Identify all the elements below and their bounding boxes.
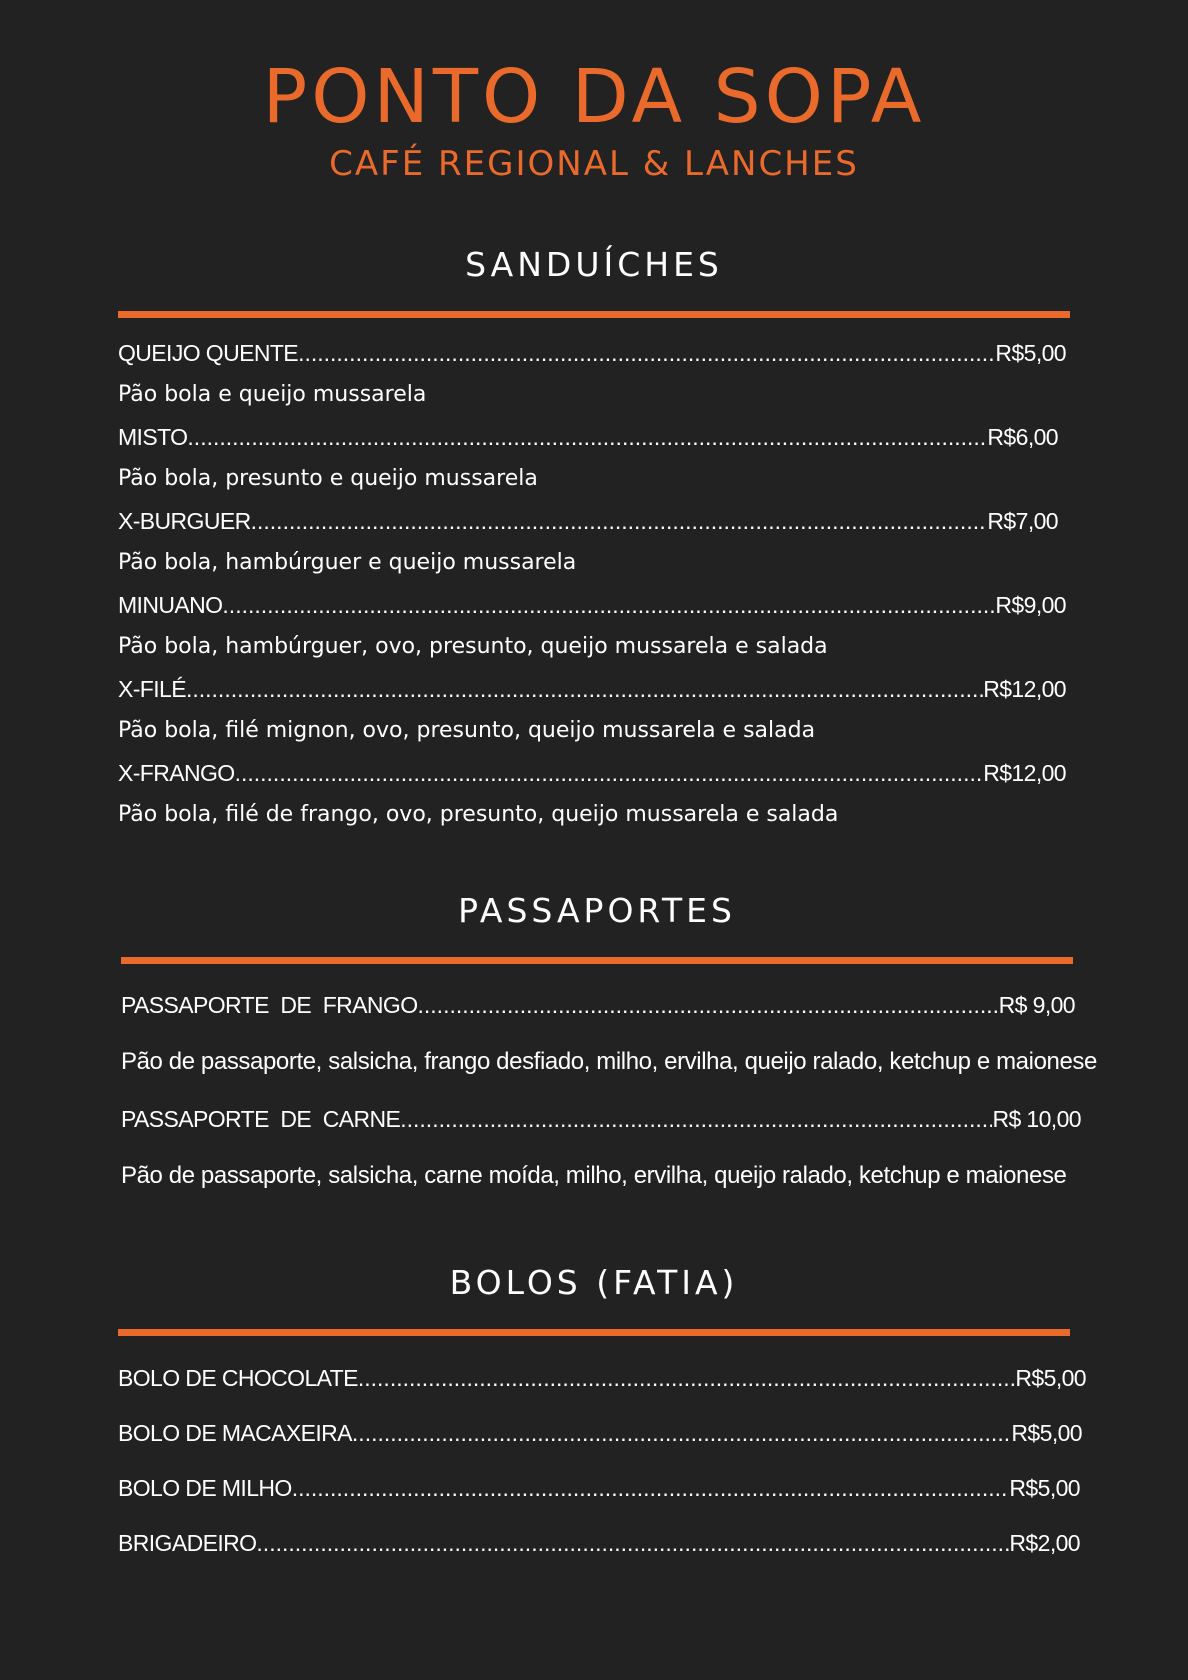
item-name: BOLO DE MACAXEIRA [118,1420,352,1446]
dot-leader [352,1406,1012,1461]
menu-items [121,982,1097,1210]
item-price: R$ 9,00 [998,992,1075,1018]
item-price: R$5,00 [1009,1475,1080,1501]
item-price: R$5,00 [995,340,1066,366]
menu-items [118,1351,1086,1571]
item-name: BOLO DE MILHO [118,1475,292,1501]
dot-leader [400,1096,992,1142]
item-name: BRIGADEIRO [118,1530,257,1556]
section-passaportes [121,889,1097,1210]
item-description: Pão de passaporte, salsicha, carne moída, milho, ervilha, queijo ralado, ketchup e maionese [121,1162,1067,1189]
item-price: R$7,00 [987,508,1058,534]
dot-leader [418,982,999,1028]
menu-header [0,52,1188,186]
item-price: R$6,00 [987,424,1058,450]
item-description: Pão bola, hambúrguer, ovo, presunto, queijo mussarela e salada [118,634,828,659]
section-divider [118,1329,1070,1336]
dot-leader [187,416,987,458]
item-price: R$12,00 [983,760,1066,786]
item-description: Pão de passaporte, salsicha, frango desfiado, milho, ervilha, queijo ralado, ketchup e maionese [121,1048,1097,1075]
item-name: X-FRANGO [118,760,235,786]
item-description: Pão bola, hambúrguer e queijo mussarela [118,550,577,575]
section-sanduiches [118,243,1070,836]
menu-item [118,752,1066,794]
item-name: X-FILÉ [118,676,186,702]
dot-leader [256,1516,1009,1571]
menu-item [121,1096,1081,1142]
item-name: MINUANO [118,592,223,618]
section-title: SANDUÍCHES [465,245,723,284]
item-name: QUEIJO QUENTE [118,340,299,366]
item-name: PASSAPORTE DE CARNE [121,1106,401,1132]
dot-leader [251,500,988,542]
menu-item [118,1461,1080,1516]
item-name: PASSAPORTE DE FRANGO [121,992,418,1018]
menu-item [118,668,1066,710]
menu-item [118,416,1058,458]
menu-item [118,1406,1082,1461]
section-bolos [118,1261,1086,1571]
menu-items [118,332,1066,836]
menu-item [118,1351,1086,1406]
section-title: PASSAPORTES [458,891,736,930]
item-name: X-BURGUER [118,508,251,534]
menu-item [121,982,1075,1028]
item-description: Pão bola e queijo mussarela [118,382,427,407]
restaurant-title: PONTO DA SOPA [262,54,926,140]
menu-item [118,584,1066,626]
dot-leader [235,752,984,794]
section-title: BOLOS (FATIA) [449,1263,739,1302]
dot-leader [222,584,995,626]
item-name: MISTO [118,424,188,450]
item-price: R$12,00 [983,676,1066,702]
item-price: R$5,00 [1011,1420,1082,1446]
menu-item [118,332,1066,374]
dot-leader [186,668,983,710]
dot-leader [298,332,995,374]
dot-leader [292,1461,1010,1516]
menu-item [118,500,1058,542]
item-description: Pão bola, presunto e queijo mussarela [118,466,538,491]
item-description: Pão bola, filé de frango, ovo, presunto, queijo mussarela e salada [118,802,839,827]
item-price: R$9,00 [995,592,1066,618]
section-divider [118,311,1070,318]
item-description: Pão bola, filé mignon, ovo, presunto, queijo mussarela e salada [118,718,816,743]
item-price: R$ 10,00 [992,1106,1081,1132]
item-price: R$2,00 [1009,1530,1080,1556]
item-name: BOLO DE CHOCOLATE [118,1365,358,1391]
menu-item [118,1516,1080,1571]
restaurant-subtitle: CAFÉ REGIONAL & LANCHES [329,144,859,184]
dot-leader [358,1351,1016,1406]
section-divider [121,957,1073,964]
item-price: R$5,00 [1015,1365,1086,1391]
